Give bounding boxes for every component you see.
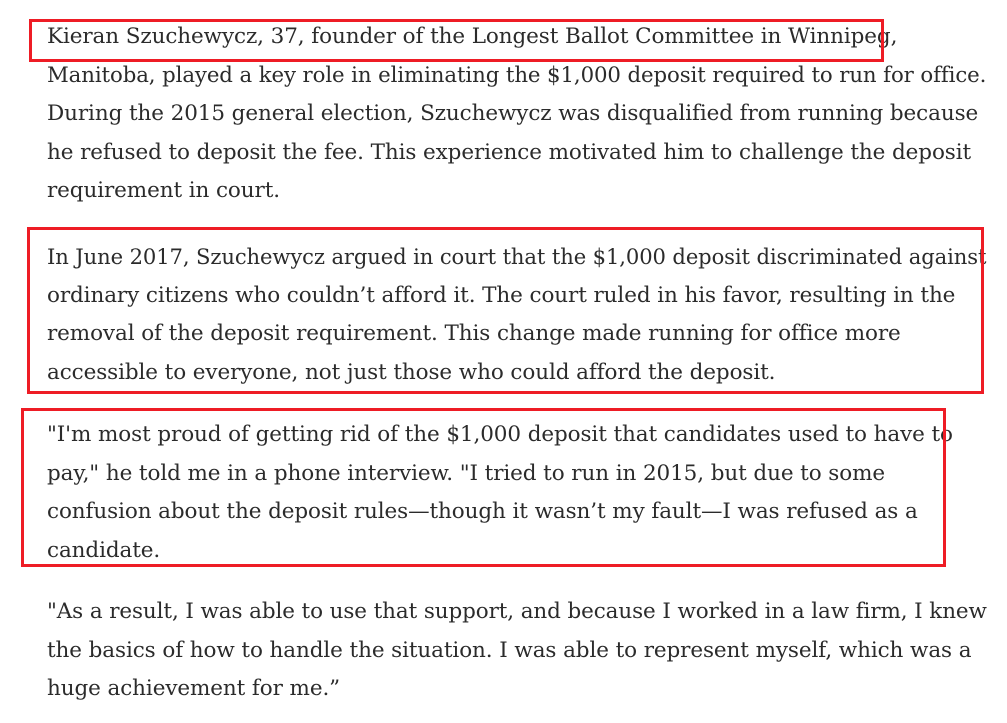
paragraph-2 [47, 238, 987, 392]
paragraph-line: candidate. [47, 537, 161, 563]
paragraph-line: In June 2017, Szuchewycz argued in court that the $1,000 deposit discriminated against [47, 244, 987, 269]
paragraph-line: confusion about the deposit rules—though it wasn’t my fault—I was refused as a [47, 499, 918, 524]
paragraph-line: removal of the deposit requirement. This change made running for office more [47, 321, 901, 346]
paragraph-line: the basics of how to handle the situation. I was able to represent myself, which was a [47, 637, 972, 663]
paragraph-line: "I'm most proud of getting rid of the $1,000 deposit that candidates used to have to [47, 422, 953, 447]
paragraph-1 [47, 18, 987, 211]
paragraph-line: huge achievement for me.” [47, 676, 341, 701]
paragraph-line: requirement in court. [47, 178, 280, 203]
paragraph-line: During the 2015 general election, Szuchewycz was disqualified from running because [47, 101, 979, 126]
paragraph-line: accessible to everyone, not just those who could afford the deposit. [47, 359, 776, 385]
paragraph-3 [47, 416, 953, 570]
paragraph-line: Kieran Szuchewycz, 37, founder of the Longest Ballot Committee in Winnipeg, [47, 24, 898, 49]
paragraph-line: "As a result, I was able to use that support, and because I worked in a law firm, I knew [47, 599, 987, 624]
paragraph-line: pay," he told me in a phone interview. "I tried to run in 2015, but due to some [47, 460, 885, 486]
paragraph-line: Manitoba, played a key role in eliminating the $1,000 deposit required to run for office. [47, 62, 987, 88]
paragraph-4 [47, 593, 987, 709]
paragraph-line: ordinary citizens who couldn’t afford it. The court ruled in his favor, resulting in the [47, 282, 956, 308]
paragraph-line: he refused to deposit the fee. This experience motivated him to challenge the deposit [47, 139, 972, 165]
